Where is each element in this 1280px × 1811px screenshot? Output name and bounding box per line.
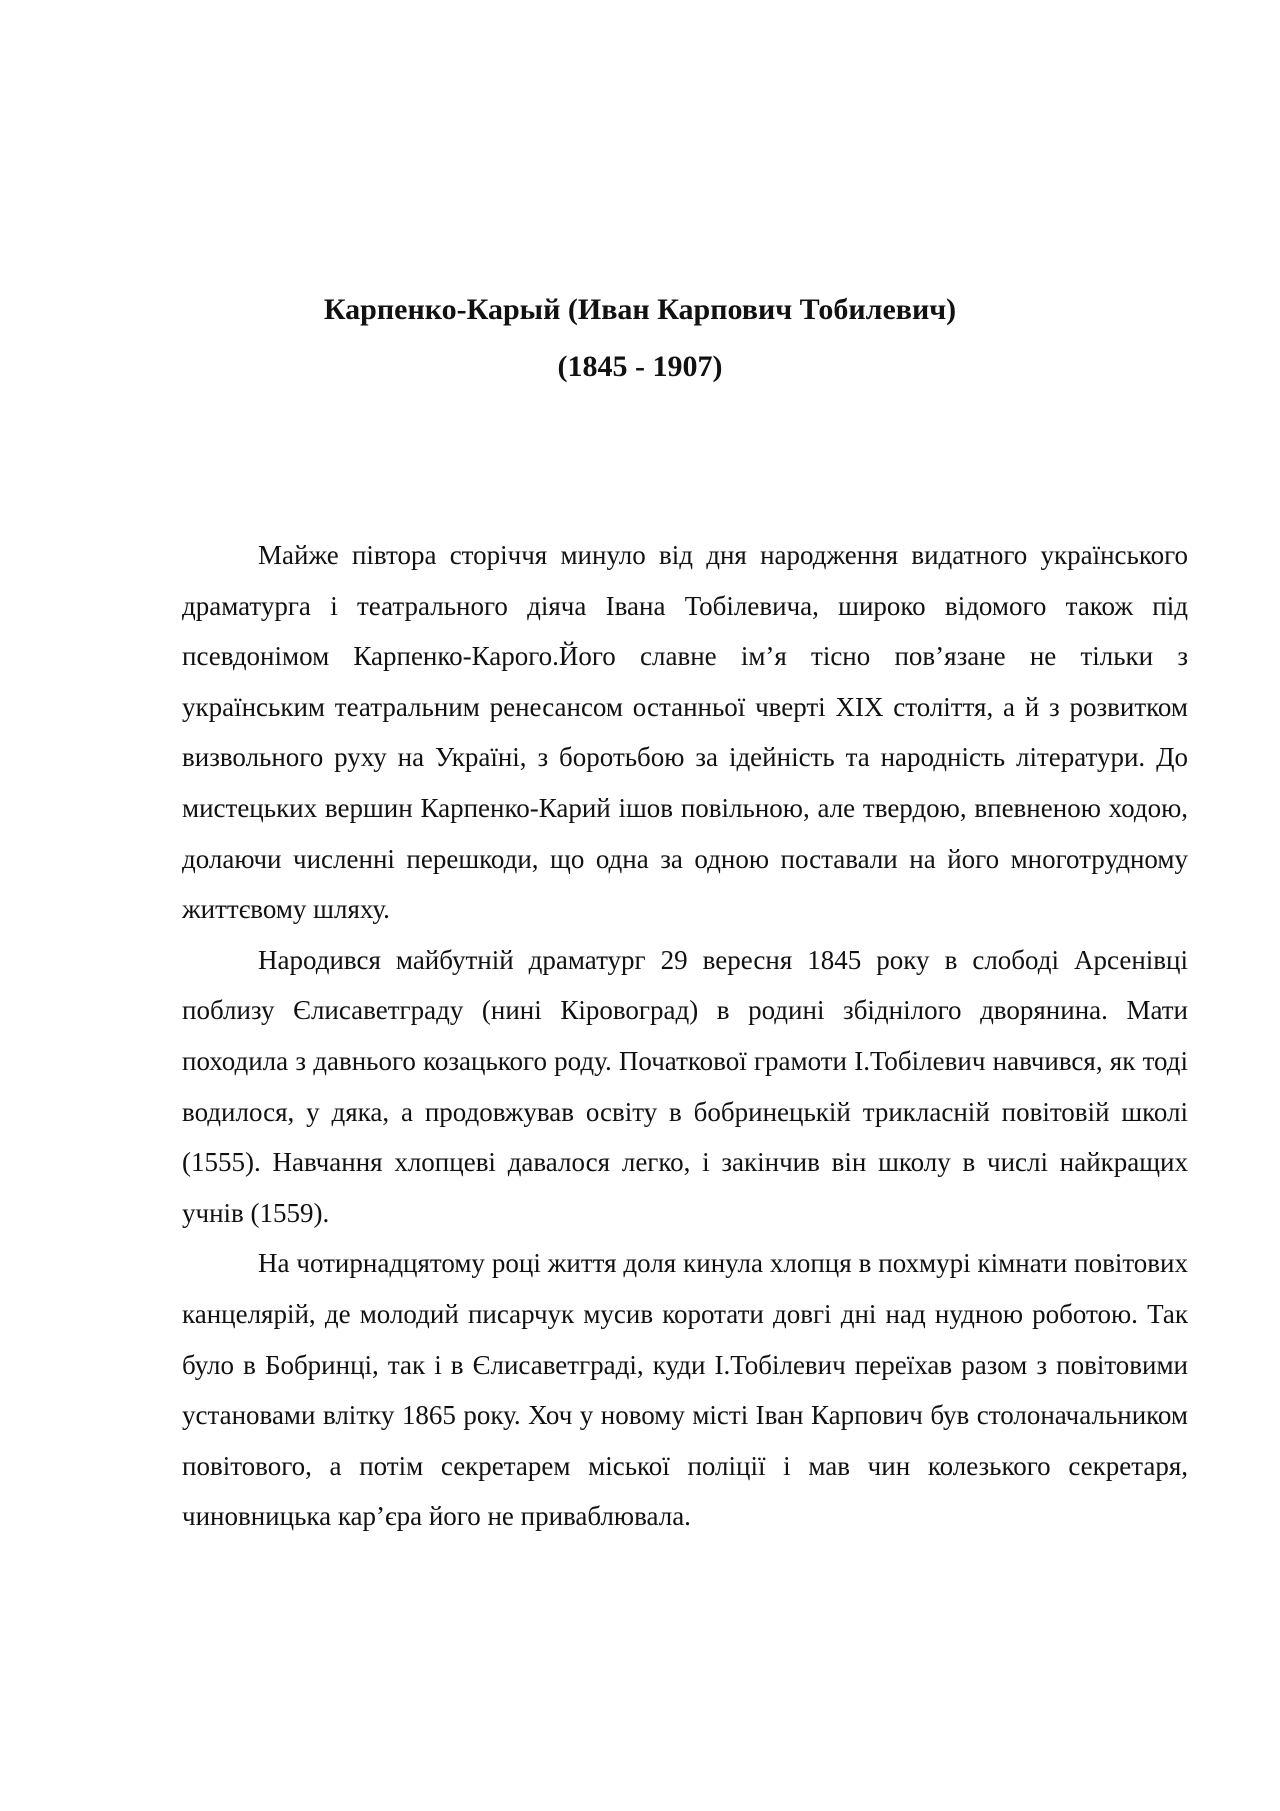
paragraph-1: Майже півтора сторіччя минуло від дня народження видатного українського драматурга і театрального діяча Івана Тобілевича, широко відомого також під псевдонімом Карпенко-Карого.Його славне ім’я тісно пов’язане не тільки з українським театральним ренесансом останньої чверті XIX століття, а й з розвитком визвольного руху на Україні, з боротьбою за ідейність та народність літератури. До мистецьких вершин Карпенко-Карий ішов повільною, але твердою, впевненою ходою, долаючи численні перешкоди, що одна за одною поставали на його многотрудному життєвому шляху. bbox=[182, 540, 1188, 925]
document-years: (1845 - 1907) bbox=[557, 350, 723, 383]
paragraph-2: Народився майбутній драматург 29 вересня 1845 року в слободі Арсенівці поблизу Єлисаветграду (нині Кіровоград) в родині збіднілого дворянина. Мати походила з давнього козацького роду. Початкової грамоти І.Тобілевич навчився, як тоді водилося, у дяка, а продовжував освіту в бобринецькій трикласній повітовій школі (1555). Навчання хлопцеві давалося легко, і закінчив він школу в числі найкращих учнів (1559). bbox=[182, 944, 1188, 1228]
paragraph-3: На чотирнадцятому році життя доля кинула хлопця в похмурі кімнати повітових канцелярій, де молодий писарчук мусив коротати довгі дні над нудною роботою. Так було в Бобринці, так і в Єлисаветграді, куди І.Тобілевич переїхав разом з повітовими установами влітку 1865 року. Хоч у новому місті Іван Карпович був столоначальником повітового, а потім секретарем міської поліції і мав чин колезького секретаря, чиновницька кар’єра його не приваблювала. bbox=[182, 1248, 1188, 1532]
title-block bbox=[0, 286, 1280, 391]
document-body bbox=[182, 530, 1188, 1542]
document-title: Карпенко-Карый (Иван Карпович Тобилевич) bbox=[323, 293, 957, 326]
